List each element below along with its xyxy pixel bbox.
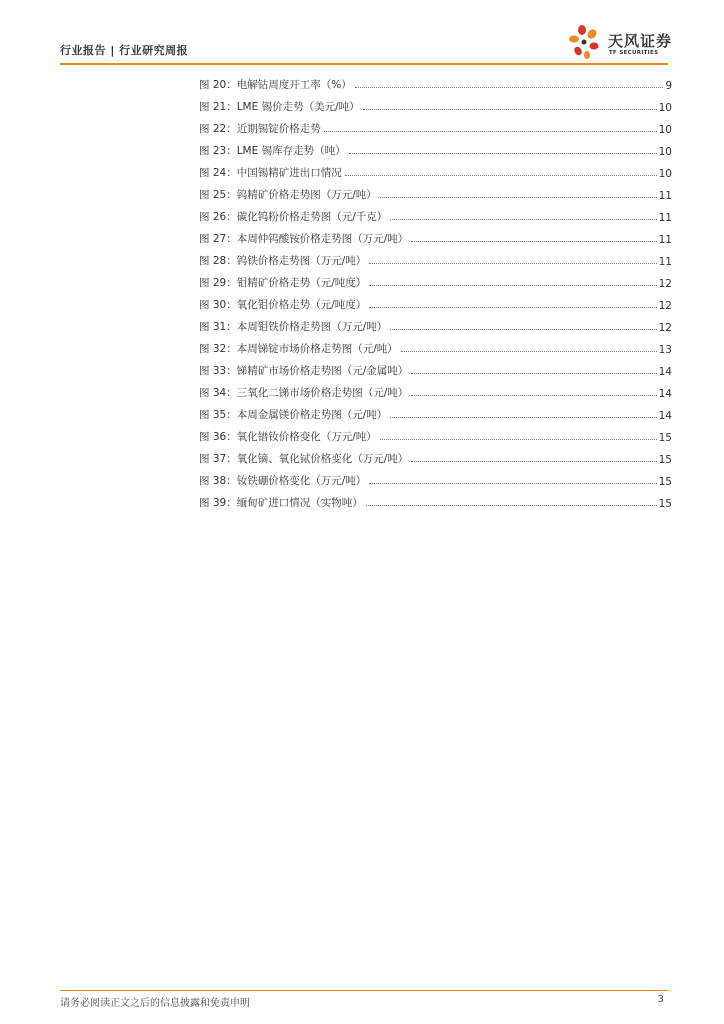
toc-leader-dots	[411, 372, 656, 374]
header-title: 行业报告 | 行业研究周报	[60, 44, 189, 57]
toc-entry[interactable]	[199, 400, 672, 422]
toc-entry-page: 12	[658, 322, 672, 334]
toc-leader-dots	[324, 130, 657, 132]
page-number: 3	[657, 994, 664, 1005]
toc-entry-label: 图 21：LME 锡价走势（美元/吨）	[199, 101, 360, 113]
toc-entry-page: 12	[658, 300, 672, 312]
toc-entry[interactable]	[199, 290, 672, 312]
toc-entry-page: 10	[658, 102, 672, 114]
toc-entry[interactable]	[199, 312, 672, 334]
toc-entry-label: 图 39：缅甸矿进口情况（实物吨）	[199, 497, 363, 509]
toc-entry-page: 14	[658, 388, 672, 400]
toc-entry[interactable]	[199, 224, 672, 246]
toc-entry[interactable]	[199, 488, 672, 510]
toc-leader-dots	[380, 196, 657, 198]
toc-entry-label: 图 29：钼精矿价格走势（元/吨度）	[199, 277, 367, 289]
toc-entry-label: 图 35：本周金属镁价格走势图（元/吨）	[199, 409, 388, 421]
toc-leader-dots	[401, 350, 657, 352]
footer-divider	[60, 990, 668, 991]
toc-entry-page: 15	[658, 498, 672, 510]
toc-entry-label: 图 36：氧化镨钕价格变化（万元/吨）	[199, 431, 377, 443]
toc-leader-dots	[411, 394, 656, 396]
toc-entry[interactable]	[199, 466, 672, 488]
toc-leader-dots	[390, 416, 656, 418]
toc-entry-page: 11	[658, 190, 672, 202]
company-logo	[568, 24, 678, 62]
toc-entry-page: 13	[658, 344, 672, 356]
toc-entry-page: 12	[658, 278, 672, 290]
toc-entry[interactable]	[199, 334, 672, 356]
toc-entry-label: 图 37：氧化镝、氧化铽价格变化（万元/吨）	[199, 453, 409, 465]
toc-entry-label: 图 25：钨精矿价格走势图（万元/吨）	[199, 189, 377, 201]
toc-entry[interactable]	[199, 444, 672, 466]
toc-leader-dots	[369, 482, 656, 484]
toc-leader-dots	[366, 504, 657, 506]
toc-entry[interactable]	[199, 70, 672, 92]
toc-entry-page: 11	[658, 256, 672, 268]
figure-table-of-contents	[199, 70, 672, 510]
toc-entry-page: 11	[658, 212, 672, 224]
toc-leader-dots	[355, 86, 664, 88]
toc-entry-page: 15	[658, 476, 672, 488]
toc-entry-page: 9	[665, 80, 672, 92]
toc-entry[interactable]	[199, 378, 672, 400]
toc-entry[interactable]	[199, 92, 672, 114]
toc-leader-dots	[363, 108, 657, 110]
toc-entry[interactable]	[199, 202, 672, 224]
logo-subtitle: TF SECURITIES	[609, 50, 659, 56]
toc-entry[interactable]	[199, 180, 672, 202]
toc-leader-dots	[369, 284, 656, 286]
toc-entry-label: 图 30：氧化钼价格走势（元/吨度）	[199, 299, 367, 311]
flower-logo-icon	[568, 24, 606, 62]
toc-entry-label: 图 33：锑精矿市场价格走势图（元/金属吨）	[199, 365, 409, 377]
toc-entry[interactable]	[199, 136, 672, 158]
toc-entry-label: 图 22：近期锡锭价格走势	[199, 123, 321, 135]
toc-entry-label: 图 31：本周钼铁价格走势图（万元/吨）	[199, 321, 388, 333]
toc-entry-label: 图 38：钕铁硼价格变化（万元/吨）	[199, 475, 367, 487]
toc-leader-dots	[349, 152, 657, 154]
toc-entry-page: 10	[658, 168, 672, 180]
toc-leader-dots	[380, 438, 657, 440]
toc-entry-label: 图 23：LME 锡库存走势（吨）	[199, 145, 346, 157]
toc-leader-dots	[369, 306, 656, 308]
toc-entry-page: 15	[658, 454, 672, 466]
toc-entry-label: 图 32：本周锑锭市场价格走势图（元/吨）	[199, 343, 398, 355]
toc-entry-page: 15	[658, 432, 672, 444]
toc-entry[interactable]	[199, 356, 672, 378]
logo-name: 天风证券	[608, 32, 673, 50]
toc-leader-dots	[390, 218, 656, 220]
toc-leader-dots	[345, 174, 657, 176]
toc-entry-label: 图 20：电解钴周度开工率（%）	[199, 79, 352, 91]
toc-entry[interactable]	[199, 114, 672, 136]
toc-leader-dots	[411, 240, 656, 242]
toc-entry[interactable]	[199, 246, 672, 268]
toc-entry-label: 图 27：本周仲钨酸铵价格走势图（万元/吨）	[199, 233, 409, 245]
toc-leader-dots	[390, 328, 656, 330]
toc-entry-label: 图 28：钨铁价格走势图（万元/吨）	[199, 255, 367, 267]
toc-entry-page: 14	[658, 366, 672, 378]
toc-entry-label: 图 34：三氧化二锑市场价格走势图（元/吨）	[199, 387, 409, 399]
toc-entry-page: 11	[658, 234, 672, 246]
footer-disclaimer: 请务必阅读正文之后的信息披露和免责申明	[60, 998, 250, 1009]
toc-entry[interactable]	[199, 268, 672, 290]
toc-entry[interactable]	[199, 158, 672, 180]
toc-leader-dots	[369, 262, 656, 264]
toc-entry-label: 图 26：碳化钨粉价格走势图（元/千克）	[199, 211, 388, 223]
toc-entry-page: 14	[658, 410, 672, 422]
toc-entry-page: 10	[658, 146, 672, 158]
toc-entry[interactable]	[199, 422, 672, 444]
toc-leader-dots	[411, 460, 656, 462]
toc-entry-label: 图 24：中国锡精矿进出口情况	[199, 167, 342, 179]
toc-entry-page: 10	[658, 124, 672, 136]
header-divider	[60, 63, 668, 65]
